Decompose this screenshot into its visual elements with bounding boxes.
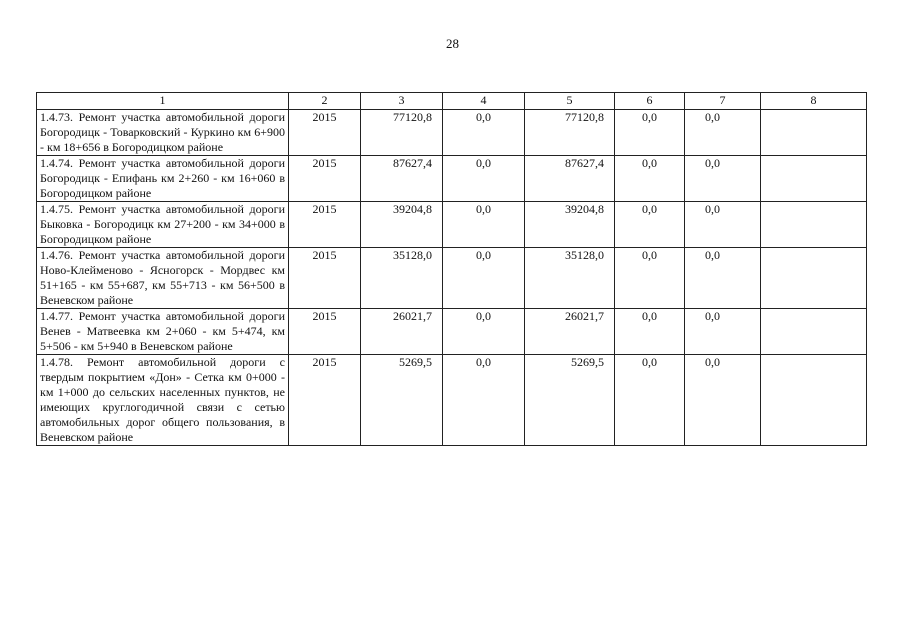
row-col3: 5269,5 xyxy=(361,355,443,446)
table-row xyxy=(37,202,867,248)
row-col3: 26021,7 xyxy=(361,309,443,355)
column-header: 3 xyxy=(361,93,443,110)
row-col8 xyxy=(761,110,867,156)
row-year: 2015 xyxy=(289,248,361,309)
row-year: 2015 xyxy=(289,110,361,156)
column-header: 5 xyxy=(525,93,615,110)
column-header: 2 xyxy=(289,93,361,110)
row-col7: 0,0 xyxy=(685,156,761,202)
row-year: 2015 xyxy=(289,156,361,202)
row-col5: 35128,0 xyxy=(525,248,615,309)
budget-table xyxy=(36,92,867,446)
row-col4: 0,0 xyxy=(443,110,525,156)
column-header: 1 xyxy=(37,93,289,110)
row-col3: 39204,8 xyxy=(361,202,443,248)
row-col4: 0,0 xyxy=(443,309,525,355)
table-row xyxy=(37,110,867,156)
row-col8 xyxy=(761,355,867,446)
row-col3: 77120,8 xyxy=(361,110,443,156)
row-col4: 0,0 xyxy=(443,248,525,309)
page-number: 28 xyxy=(446,36,459,51)
column-header: 6 xyxy=(615,93,685,110)
row-col4: 0,0 xyxy=(443,202,525,248)
row-description: 1.4.76. Ремонт участка автомобильной дороги Ново-Клейменово - Ясногорск - Мордвес км 51+165 - км 55+687, км 55+713 - км 56+500 в Веневском районе xyxy=(37,248,289,309)
row-col6: 0,0 xyxy=(615,248,685,309)
row-col7: 0,0 xyxy=(685,309,761,355)
row-col7: 0,0 xyxy=(685,110,761,156)
column-header: 4 xyxy=(443,93,525,110)
table-row xyxy=(37,156,867,202)
row-year: 2015 xyxy=(289,355,361,446)
row-year: 2015 xyxy=(289,309,361,355)
row-col5: 26021,7 xyxy=(525,309,615,355)
row-col4: 0,0 xyxy=(443,355,525,446)
row-col8 xyxy=(761,248,867,309)
row-description: 1.4.74. Ремонт участка автомобильной дороги Богородицк - Епифань км 2+260 - км 16+060 в Богородицком районе xyxy=(37,156,289,202)
row-col5: 77120,8 xyxy=(525,110,615,156)
row-description: 1.4.78. Ремонт автомобильной дороги с твердым покрытием «Дон» - Сетка км 0+000 - км 1+000 до сельских населенных пунктов, не имеющих круглогодичной связи с сетью автомобильных дорог общего пользования, в Веневском районе xyxy=(37,355,289,446)
row-col6: 0,0 xyxy=(615,355,685,446)
row-col5: 5269,5 xyxy=(525,355,615,446)
row-col6: 0,0 xyxy=(615,156,685,202)
column-header: 7 xyxy=(685,93,761,110)
column-header: 8 xyxy=(761,93,867,110)
row-description: 1.4.77. Ремонт участка автомобильной дороги Венев - Матвеевка км 2+060 - км 5+474, км 5+506 - км 5+940 в Веневском районе xyxy=(37,309,289,355)
row-col5: 39204,8 xyxy=(525,202,615,248)
row-col6: 0,0 xyxy=(615,202,685,248)
table-row xyxy=(37,248,867,309)
row-col3: 35128,0 xyxy=(361,248,443,309)
row-col6: 0,0 xyxy=(615,309,685,355)
table-row xyxy=(37,309,867,355)
row-year: 2015 xyxy=(289,202,361,248)
row-description: 1.4.75. Ремонт участка автомобильной дороги Быковка - Богородицк км 27+200 - км 34+000 в Богородицком районе xyxy=(37,202,289,248)
row-description: 1.4.73. Ремонт участка автомобильной дороги Богородицк - Товарковский - Куркино км 6+900 - км 18+656 в Богородицком районе xyxy=(37,110,289,156)
row-col7: 0,0 xyxy=(685,202,761,248)
row-col7: 0,0 xyxy=(685,355,761,446)
row-col5: 87627,4 xyxy=(525,156,615,202)
row-col7: 0,0 xyxy=(685,248,761,309)
row-col4: 0,0 xyxy=(443,156,525,202)
table-row xyxy=(37,355,867,446)
row-col6: 0,0 xyxy=(615,110,685,156)
row-col8 xyxy=(761,202,867,248)
row-col8 xyxy=(761,156,867,202)
row-col3: 87627,4 xyxy=(361,156,443,202)
table-header-row xyxy=(37,93,867,110)
row-col8 xyxy=(761,309,867,355)
